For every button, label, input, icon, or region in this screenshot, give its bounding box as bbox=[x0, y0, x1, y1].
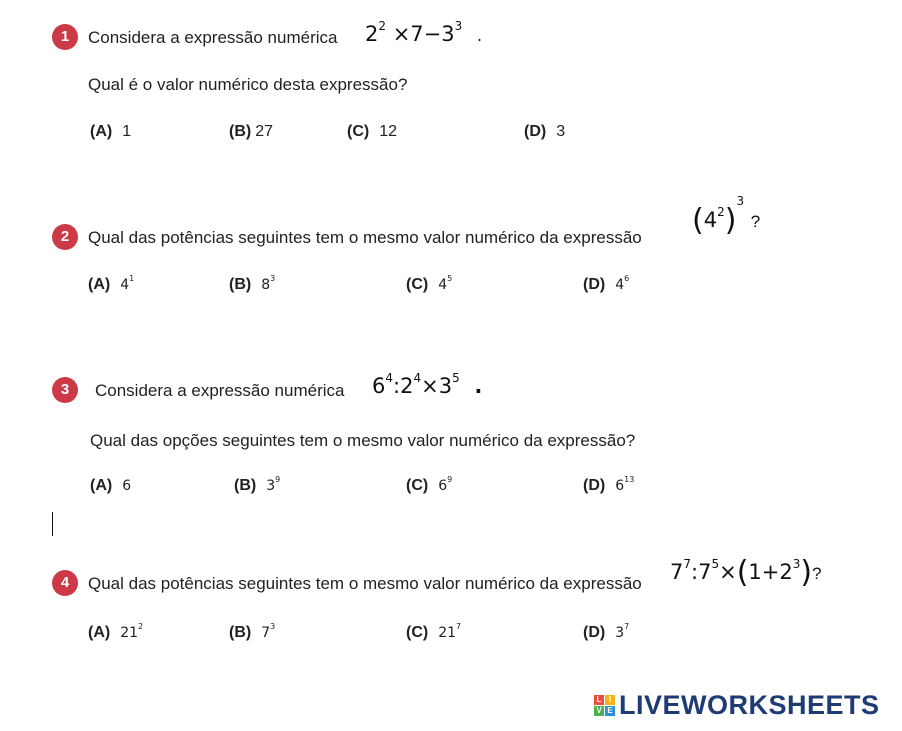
question-text: Qual das opções seguintes tem o mesmo valor numérico da expressão? bbox=[90, 431, 636, 450]
option-d[interactable] bbox=[583, 477, 634, 495]
option-value: 12 bbox=[379, 123, 398, 140]
liveworksheets-logo bbox=[594, 690, 880, 721]
option-b[interactable] bbox=[229, 276, 275, 294]
expr-div: :2 bbox=[393, 374, 414, 398]
question-number-badge: 2 bbox=[52, 224, 78, 250]
logo-tile: L bbox=[594, 695, 604, 705]
option-b[interactable] bbox=[229, 123, 273, 141]
math-expression bbox=[365, 19, 483, 46]
option-value: 1 bbox=[122, 123, 132, 140]
option-label: (B) bbox=[229, 276, 252, 293]
expr-div: :7 bbox=[691, 560, 712, 584]
expr-times: × bbox=[719, 560, 737, 584]
expr-exponent: 2 bbox=[717, 205, 725, 219]
option-b[interactable] bbox=[229, 624, 275, 642]
option-value: $4^5$ bbox=[438, 274, 453, 293]
option-label: (C) bbox=[406, 477, 429, 494]
question-text: Qual é o valor numérico desta expressão? bbox=[88, 75, 408, 94]
math-expression bbox=[372, 371, 483, 398]
expr-exponent: 5 bbox=[452, 371, 460, 385]
expr-times: ×7 bbox=[392, 22, 424, 46]
option-value: 27 bbox=[255, 123, 274, 140]
expr-exponent: 7 bbox=[683, 557, 692, 571]
option-label: (D) bbox=[524, 123, 547, 140]
option-label: (A) bbox=[90, 477, 113, 494]
option-label: (C) bbox=[406, 624, 429, 641]
expr-close-paren: ) bbox=[800, 555, 813, 590]
math-expression bbox=[692, 194, 761, 238]
option-label: (A) bbox=[90, 123, 113, 140]
option-c[interactable] bbox=[347, 123, 397, 141]
option-label: (A) bbox=[88, 624, 111, 641]
option-value: 3 bbox=[556, 123, 566, 140]
question-number-badge: 1 bbox=[52, 24, 78, 50]
expr-base: 4 bbox=[703, 208, 718, 232]
expr-exponent: 3 bbox=[736, 194, 745, 208]
expr-exponent: 3 bbox=[454, 19, 463, 33]
option-label: (B) bbox=[229, 624, 252, 641]
option-label: (D) bbox=[583, 276, 606, 293]
logo-tile: V bbox=[594, 706, 604, 716]
option-d[interactable] bbox=[583, 624, 629, 642]
question-prompt: Considera a expressão numérica bbox=[88, 28, 338, 47]
question-number-badge: 3 bbox=[52, 377, 78, 403]
expr-base: 6 bbox=[372, 374, 386, 398]
expr-open-paren: ( bbox=[736, 555, 749, 590]
expr-exponent: 4 bbox=[413, 371, 422, 385]
expr-minus: −3 bbox=[423, 22, 455, 46]
option-c[interactable] bbox=[406, 477, 452, 495]
expr-end: . bbox=[474, 374, 483, 398]
option-value: $8^3$ bbox=[261, 274, 276, 293]
option-c[interactable] bbox=[406, 624, 461, 642]
expr-exponent: 4 bbox=[385, 371, 394, 385]
expr-exponent: 3 bbox=[792, 557, 801, 571]
option-value: $21^7$ bbox=[438, 622, 462, 641]
expr-base: 2 bbox=[365, 22, 379, 46]
question-prompt: Considera a expressão numérica bbox=[95, 381, 345, 400]
option-value: $4^6$ bbox=[615, 274, 630, 293]
option-label: (C) bbox=[347, 123, 370, 140]
logo-tile: I bbox=[605, 695, 615, 705]
expr-exponent: 2 bbox=[378, 19, 387, 33]
option-label: (D) bbox=[583, 477, 606, 494]
option-b[interactable] bbox=[234, 477, 280, 495]
option-d[interactable] bbox=[583, 276, 629, 294]
option-label: (D) bbox=[583, 624, 606, 641]
option-d[interactable] bbox=[524, 123, 565, 141]
option-value: $3^7$ bbox=[615, 622, 630, 641]
option-a[interactable] bbox=[88, 624, 143, 642]
expr-end: ? bbox=[812, 564, 822, 583]
logo-text: LIVEWORKSHEETS bbox=[619, 690, 880, 720]
logo-tile: E bbox=[605, 706, 615, 716]
option-value: $7^3$ bbox=[261, 622, 276, 641]
option-label: (B) bbox=[234, 477, 257, 494]
option-label: (B) bbox=[229, 123, 252, 140]
option-label: (C) bbox=[406, 276, 429, 293]
option-c[interactable] bbox=[406, 276, 452, 294]
expr-open-paren: ( bbox=[692, 203, 704, 238]
expr-one-plus: 1+2 bbox=[748, 560, 793, 584]
option-label: (A) bbox=[88, 276, 111, 293]
expr-base: 7 bbox=[670, 560, 684, 584]
math-expression bbox=[670, 555, 822, 590]
option-value: $21^2$ bbox=[120, 622, 144, 641]
expr-exponent: 5 bbox=[711, 557, 720, 571]
question-prompt: Qual das potências seguintes tem o mesmo valor numérico da expressão bbox=[88, 228, 642, 247]
option-a[interactable] bbox=[90, 123, 131, 141]
option-value: $6^9$ bbox=[438, 475, 453, 494]
expr-close-paren: ) bbox=[724, 203, 737, 238]
logo-tiles bbox=[594, 695, 615, 716]
option-value: $3^9$ bbox=[266, 475, 281, 494]
expr-end: ? bbox=[750, 212, 761, 231]
text-cursor bbox=[52, 512, 53, 536]
expr-end: . bbox=[476, 26, 483, 45]
option-value: $6^{13}$ bbox=[615, 475, 635, 494]
option-value: 6 bbox=[122, 478, 132, 494]
question-prompt: Qual das potências seguintes tem o mesmo valor numérico da expressão bbox=[88, 574, 642, 593]
option-a[interactable] bbox=[88, 276, 134, 294]
expr-times: ×3 bbox=[421, 374, 453, 398]
option-value: $4^1$ bbox=[120, 274, 135, 293]
option-a[interactable] bbox=[90, 477, 131, 495]
question-number-badge: 4 bbox=[52, 570, 78, 596]
